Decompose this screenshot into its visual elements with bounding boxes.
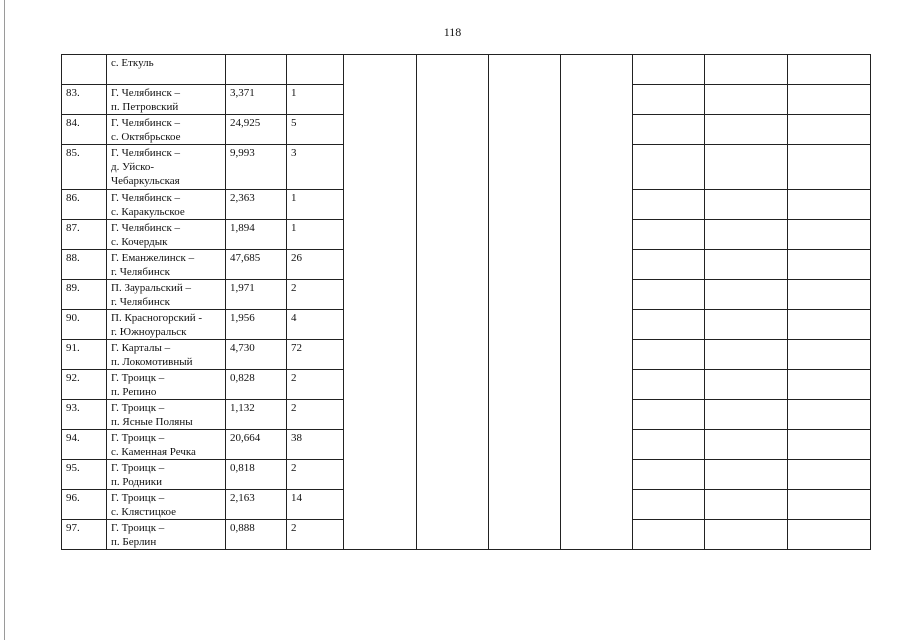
row-number-cell [62,145,107,190]
count-cell [287,190,344,220]
route-line: Г. Еманжелинск – [111,252,195,264]
right-empty-cell [633,190,705,220]
routes-table [61,54,871,550]
row-number-cell [62,430,107,460]
count-value: 3 [291,147,297,159]
length-value: 47,685 [230,252,261,264]
right-empty-cell [705,370,788,400]
row-number-cell [62,280,107,310]
count-cell [287,490,344,520]
route-line: п. Родники [111,476,163,488]
count-cell [287,85,344,115]
row-number-cell [62,310,107,340]
row-number: 86. [66,192,80,204]
empty-column-cell [417,55,489,550]
count-cell [287,310,344,340]
route-line: с. Октябрьское [111,131,181,143]
right-empty-cell [633,115,705,145]
right-empty-cell [788,490,871,520]
right-empty-cell [705,220,788,250]
count-value: 1 [291,87,297,99]
length-cell [226,400,287,430]
right-empty-cell [633,280,705,310]
route-cell [107,55,226,85]
length-value: 0,888 [230,522,255,534]
length-cell [226,190,287,220]
route-line: с. Кочердык [111,236,168,248]
length-cell [226,280,287,310]
count-value: 2 [291,522,297,534]
right-empty-cell [788,370,871,400]
right-empty-cell [633,460,705,490]
length-cell [226,220,287,250]
count-value: 1 [291,192,297,204]
length-cell [226,430,287,460]
length-value: 20,664 [230,432,261,444]
route-cell [107,340,226,370]
route-line: с. Каракульское [111,206,185,218]
route-line: Г. Челябинск – [111,147,181,159]
route-line: с. Каменная Речка [111,446,196,458]
route-line: с. Клястицкое [111,506,177,518]
route-line: П. Красногорский - [111,312,203,324]
count-value: 4 [291,312,297,324]
right-empty-cell [705,145,788,190]
row-number-cell [62,520,107,550]
length-cell [226,115,287,145]
right-empty-cell [705,55,788,85]
length-value: 2,163 [230,492,255,504]
right-empty-cell [705,190,788,220]
row-number-cell [62,370,107,400]
length-cell [226,520,287,550]
count-value: 2 [291,282,297,294]
right-empty-cell [633,430,705,460]
right-empty-cell [705,400,788,430]
page-number: 118 [443,25,462,39]
row-number: 90. [66,312,80,324]
table-row-continued [62,55,871,85]
count-cell [287,340,344,370]
right-empty-cell [705,85,788,115]
right-empty-cell [633,520,705,550]
row-number: 83. [66,87,80,99]
count-cell [287,430,344,460]
length-value: 2,363 [230,192,255,204]
length-cell [226,310,287,340]
row-number: 95. [66,462,80,474]
row-number: 84. [66,117,80,129]
length-cell [226,340,287,370]
count-value: 5 [291,117,297,129]
count-value: 38 [291,432,302,444]
row-number-cell [62,115,107,145]
route-line: Г. Троицк – [111,402,165,414]
right-empty-cell [633,310,705,340]
count-cell [287,145,344,190]
right-empty-cell [788,280,871,310]
route-line: Г. Челябинск – [111,87,181,99]
route-cell [107,220,226,250]
right-empty-cell [788,85,871,115]
row-number: 89. [66,282,80,294]
length-value: 1,894 [230,222,255,234]
right-empty-cell [788,400,871,430]
route-line: Г. Троицк – [111,522,165,534]
route-line: Г. Троицк – [111,372,165,384]
right-empty-cell [788,115,871,145]
row-number-cell [62,490,107,520]
count-cell [287,370,344,400]
right-empty-cell [633,85,705,115]
right-empty-cell [788,430,871,460]
right-empty-cell [705,280,788,310]
right-empty-cell [788,55,871,85]
route-line: Г. Троицк – [111,432,165,444]
route-line: П. Зауральский – [111,282,192,294]
right-empty-cell [788,190,871,220]
empty-column-cell [561,55,633,550]
right-empty-cell [705,430,788,460]
route-cell [107,520,226,550]
route-line: Чебаркульская [111,175,180,187]
right-empty-cell [788,250,871,280]
row-number-cell [62,55,107,85]
route-cell [107,85,226,115]
route-line: Г. Карталы – [111,342,171,354]
row-number: 88. [66,252,80,264]
count-cell [287,55,344,85]
right-empty-cell [633,250,705,280]
length-value: 1,956 [230,312,255,324]
right-empty-cell [633,400,705,430]
route-line: г. Южноуральск [111,326,187,338]
right-empty-cell [788,520,871,550]
right-empty-cell [788,340,871,370]
route-line: п. Берлин [111,536,157,548]
row-number: 87. [66,222,80,234]
length-value: 1,971 [230,282,255,294]
route-line: п. Локомотивный [111,356,193,368]
count-value: 72 [291,342,302,354]
count-cell [287,400,344,430]
page-edge-line [4,0,5,640]
route-cell [107,145,226,190]
right-empty-cell [705,250,788,280]
row-number-cell [62,85,107,115]
right-empty-cell [788,220,871,250]
length-value: 3,371 [230,87,255,99]
route-line: Г. Троицк – [111,492,165,504]
route-cell [107,400,226,430]
route-cell [107,310,226,340]
empty-column-cell [344,55,417,550]
empty-column-cell [489,55,561,550]
length-cell [226,460,287,490]
right-empty-cell [705,115,788,145]
right-empty-cell [705,310,788,340]
right-empty-cell [633,340,705,370]
count-cell [287,220,344,250]
route-line: г. Челябинск [111,266,170,278]
row-number: 96. [66,492,80,504]
row-number: 91. [66,342,80,354]
row-number: 85. [66,147,80,159]
route-text: с. Еткуль [111,57,154,69]
length-value: 9,993 [230,147,255,159]
route-cell [107,115,226,145]
count-value: 14 [291,492,302,504]
count-value: 2 [291,372,297,384]
right-empty-cell [788,145,871,190]
length-cell [226,490,287,520]
right-empty-cell [633,490,705,520]
route-cell [107,490,226,520]
row-number-cell [62,190,107,220]
right-empty-cell [705,520,788,550]
route-cell [107,190,226,220]
length-value: 0,828 [230,372,255,384]
length-cell [226,145,287,190]
count-cell [287,115,344,145]
length-value: 4,730 [230,342,255,354]
length-value: 1,132 [230,402,255,414]
row-number: 92. [66,372,80,384]
route-line: д. Уйско- [111,161,155,173]
right-empty-cell [633,220,705,250]
route-cell [107,250,226,280]
route-line: г. Челябинск [111,296,170,308]
count-cell [287,460,344,490]
row-number: 97. [66,522,80,534]
route-line: п. Ясные Поляны [111,416,193,428]
route-line: п. Репино [111,386,157,398]
count-cell [287,520,344,550]
route-line: Г. Челябинск – [111,117,181,129]
count-value: 2 [291,462,297,474]
count-cell [287,280,344,310]
right-empty-cell [788,460,871,490]
row-number-cell [62,220,107,250]
count-cell [287,250,344,280]
length-cell [226,250,287,280]
row-number-cell [62,400,107,430]
route-cell [107,460,226,490]
length-value: 0,818 [230,462,255,474]
route-cell [107,370,226,400]
route-line: Г. Троицк – [111,462,165,474]
length-cell [226,85,287,115]
length-cell [226,370,287,400]
length-value: 24,925 [230,117,261,129]
route-line: Г. Челябинск – [111,222,181,234]
right-empty-cell [705,460,788,490]
route-cell [107,280,226,310]
count-value: 26 [291,252,302,264]
right-empty-cell [705,490,788,520]
route-line: п. Петровский [111,101,179,113]
route-line: Г. Челябинск – [111,192,181,204]
right-empty-cell [633,145,705,190]
row-number: 94. [66,432,80,444]
row-number: 93. [66,402,80,414]
route-cell [107,430,226,460]
right-empty-cell [633,55,705,85]
count-value: 2 [291,402,297,414]
row-number-cell [62,250,107,280]
length-cell [226,55,287,85]
row-number-cell [62,460,107,490]
right-empty-cell [788,310,871,340]
row-number-cell [62,340,107,370]
right-empty-cell [633,370,705,400]
count-value: 1 [291,222,297,234]
right-empty-cell [705,340,788,370]
